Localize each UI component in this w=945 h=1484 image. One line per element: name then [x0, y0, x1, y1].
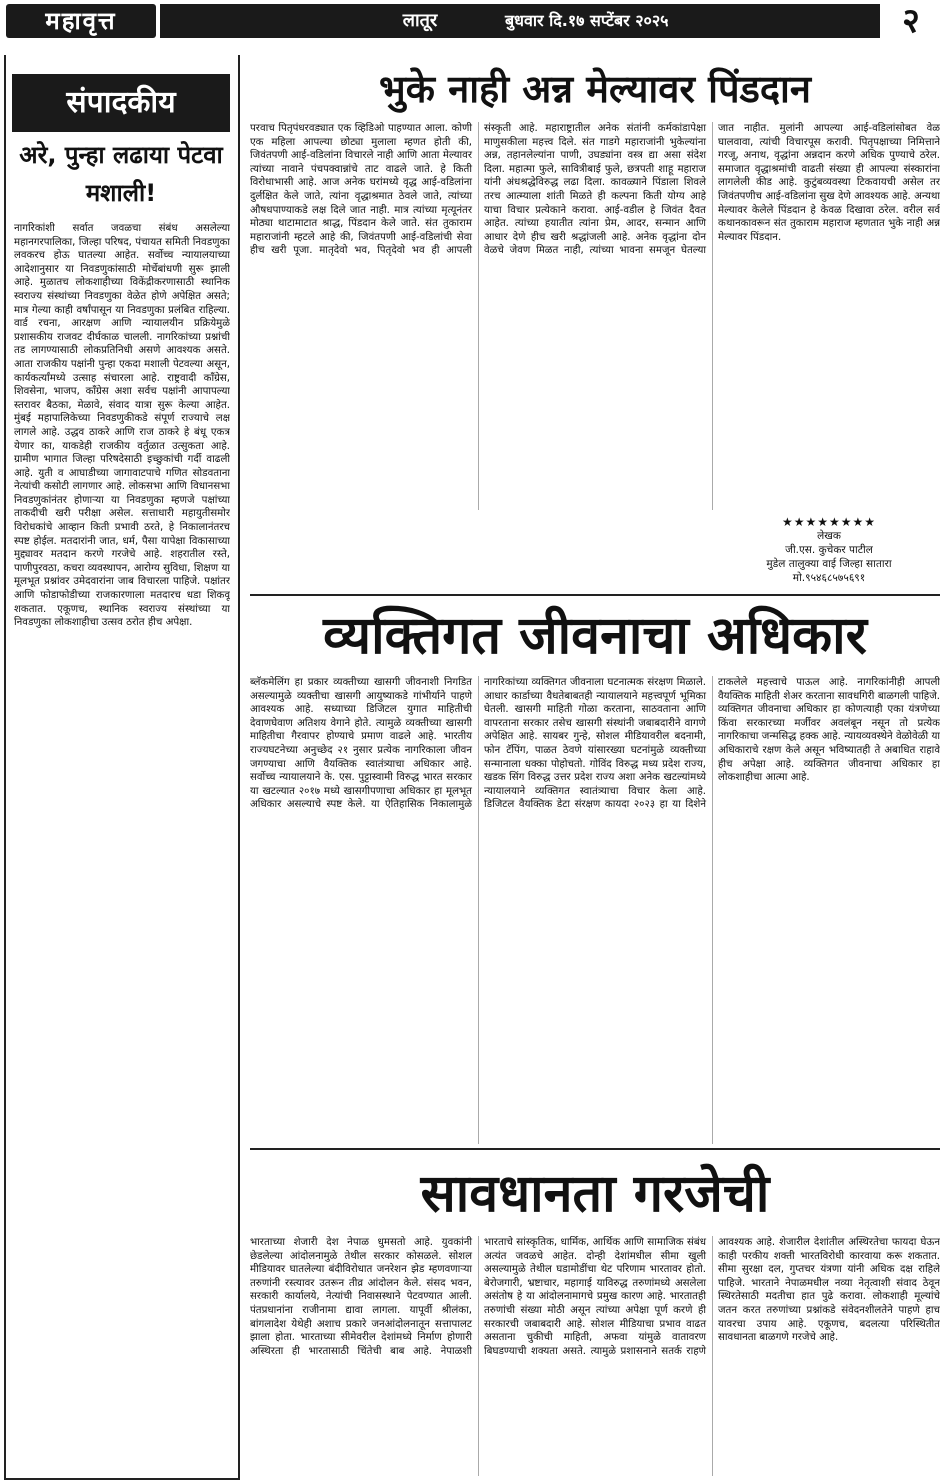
article1-byline — [720, 515, 938, 585]
article2-body: ब्लॅकमेलिंग हा प्रकार व्यक्तीच्या खासगी जीवनाशी निगडित असल्यामुळे व्यक्तीचा खासगी आयुष्याकडे गांभीर्याने पाहणे आवश्यक आहे. सध्याच्या डिजिटल युगात माहितीची देवाणघेवाण अतिशय वेगाने होते. त्यामुळे व्यक्तीच्या खासगी माहितीचा गैरवापर होण्याचे प्रमाण वाढले आहे. भारतीय राज्यघटनेच्या अनुच्छेद २१ नुसार प्रत्येक नागरिकाला जीवन जगण्याचा आणि वैयक्तिक स्वातंत्र्याचा अधिकार आहे. सर्वोच्च न्यायालयाने के. एस. पुट्टास्वामी विरुद्ध भारत सरकार या खटल्यात २०१७ मध्ये खासगीपणाचा अधिकार हा मूलभूत अधिकार असल्याचे स्पष्ट केले. या ऐतिहासिक निकालामुळे नागरिकांच्या व्यक्तिगत जीवनाला घटनात्मक संरक्षण मिळाले. आधार कार्डाच्या वैधतेबाबतही न्यायालयाने महत्त्वपूर्ण भूमिका घेतली. खासगी माहिती गोळा करताना, साठवताना आणि वापरताना सरकार तसेच खासगी संस्थांनी जबाबदारीने वागणे अपेक्षित आहे. सायबर गुन्हे, सोशल मीडियावरील बदनामी, फोन टॅपिंग, पाळत ठेवणे यांसारख्या घटनांमुळे व्यक्तीच्या सन्मानाला धक्का पोहोचतो. गोविंद विरुद्ध मध्य प्रदेश राज्य, खडक सिंग विरुद्ध उत्तर प्रदेश राज्य अशा अनेक खटल्यांमध्ये न्यायालयाने व्यक्तिगत स्वातंत्र्याचा विचार केला आहे. डिजिटल वैयक्तिक डेटा संरक्षण कायदा २०२३ हा या दिशेने टाकलेले महत्त्वाचे पाऊल आहे. नागरिकांनीही आपली वैयक्तिक माहिती शेअर करताना सावधगिरी बाळगली पाहिजे. व्यक्तिगत जीवनाचा अधिकार हा कोणत्याही एका यंत्रणेच्या किंवा सरकारच्या मर्जीवर अवलंबून नसून तो प्रत्येक नागरिकाचा जन्मसिद्ध हक्क आहे. न्यायव्यवस्थेने वेळोवेळी या अधिकाराचे रक्षण केले असून भविष्यातही ते अबाधित राहावे हीच अपेक्षा आहे. व्यक्तिगत जीवनाचा अधिकार हा लोकशाहीचा आत्मा आहे. — [250, 677, 940, 811]
divider — [250, 1148, 940, 1150]
issue-date: बुधवार दि.१७ सप्टेंबर २०२५ — [505, 11, 669, 30]
divider — [250, 594, 940, 596]
author-phone: मो.९५४६८५७५६९१ — [792, 572, 866, 584]
page-number: २ — [902, 1, 920, 41]
author-role: लेखक — [817, 530, 841, 542]
editorial-body: नागरिकांशी सर्वात जवळचा संबंध असलेल्या महानगरपालिका, जिल्हा परिषद, पंचायत समिती निवडणुका लवकरच होऊ घातल्या आहेत. सर्वोच्च न्यायालयाच्या आदेशानुसार या निवडणुकांसाठी मोर्चेबांधणी सुरू झाली आहे. मुळातच लोकशाहीच्या विकेंद्रीकरणासाठी स्थानिक स्वराज्य संस्थांच्या निवडणुका वेळेत होणे अपेक्षित असते; मात्र गेल्या काही वर्षांपासून या निवडणुका प्रलंबित राहिल्या. वार्ड रचना, आरक्षण आणि न्यायालयीन प्रक्रियेमुळे प्रशासकीय राजवट दीर्घकाळ चालली. नागरिकांच्या प्रश्नांची तड लागण्यासाठी लोकप्रतिनिधी असणे आवश्यक असते. आता राजकीय पक्षांनी पुन्हा एकदा मशाली पेटवल्या असून, कार्यकर्त्यांमध्ये उत्साह संचारला आहे. राष्ट्रवादी काँग्रेस, शिवसेना, भाजप, काँग्रेस अशा सर्वच पक्षांनी आपापल्या स्तरावर बैठका, मेळावे, संवाद यात्रा सुरू केल्या आहेत. मुंबई महापालिकेच्या निवडणुकीकडे संपूर्ण राज्याचे लक्ष लागले आहे. उद्धव ठाकरे आणि राज ठाकरे हे बंधू एकत्र येणार का, याकडेही राजकीय वर्तुळात उत्सुकता आहे. ग्रामीण भागात जिल्हा परिषदेसाठी इच्छुकांची गर्दी वाढली आहे. युती व आघाडीच्या जागावाटपाचे गणित सोडवताना नेत्यांची कसोटी लागणार आहे. लोकसभा आणि विधानसभा निवडणुकांनंतर होणाऱ्या या निवडणुका म्हणजे पक्षांच्या ताकदीची खरी परीक्षा असेल. सत्ताधारी महायुतीसमोर विरोधकांचे आव्हान किती प्रभावी ठरते, हे निकालानंतरच स्पष्ट होईल. मतदारांनी जात, धर्म, पैसा यापेक्षा विकासाच्या मुद्द्यावर मतदान करणे गरजेचे आहे. शहरातील रस्ते, पाणीपुरवठा, कचरा व्यवस्थापन, आरोग्य सुविधा, शिक्षण या मूलभूत प्रश्नांवर उमेदवारांना जाब विचारला पाहिजे. पक्षांतर आणि फोडाफोडीच्या राजकारणाला मतदारच धडा शिकवू शकतात. एकूणच, स्थानिक स्वराज्य संस्थांच्या या निवडणुका लोकशाहीचा उत्सव ठरोत हीच अपेक्षा. — [14, 223, 230, 629]
author-name: जी.एस. कुचेकर पाटील — [785, 544, 873, 556]
masthead-title: महावृत्त — [45, 6, 117, 35]
editorial-section-title: संपादकीय — [12, 74, 230, 132]
author-place: मुडेल तालुक्या वाई जिल्हा सातारा — [766, 558, 892, 570]
masthead — [6, 4, 156, 38]
editorial-headline: अरे, पुन्हा लढाया पेटवा मशाली! — [19, 141, 223, 207]
article3-headline: सावधानता गरजेची — [420, 1164, 770, 1224]
article1-headline: भुके नाही अन्न मेल्यावर पिंडदान — [379, 67, 811, 111]
article3-body: भारताच्या शेजारी देश नेपाळ धुमसतो आहे. युवकांनी छेडलेल्या आंदोलनामुळे तेथील सरकार कोसळले. सोशल मीडियावर घातलेल्या बंदीविरोधात जनरेशन झेड म्हणवणाऱ्या तरुणांनी रस्त्यावर उतरून तीव्र आंदोलन केले. संसद भवन, सरकारी कार्यालये, नेत्यांची निवासस्थाने पेटवण्यात आली. पंतप्रधानांना राजीनामा द्यावा लागला. यापूर्वी श्रीलंका, बांगलादेश येथेही अशाच प्रकारे जनआंदोलनातून सत्तापालट झाला होता. भारताच्या सीमेवरील देशांमध्ये निर्माण होणारी अस्थिरता ही भारतासाठी चिंतेची बाब आहे. नेपाळशी भारताचे सांस्कृतिक, धार्मिक, आर्थिक आणि सामाजिक संबंध अत्यंत जवळचे आहेत. दोन्ही देशांमधील सीमा खुली असल्यामुळे तेथील घडामोडींचा थेट परिणाम भारतावर होतो. बेरोजगारी, भ्रष्टाचार, महागाई याविरुद्ध तरुणांमध्ये असलेला असंतोष हे या आंदोलनामागचे प्रमुख कारण आहे. भारतातही तरुणांची संख्या मोठी असून त्यांच्या अपेक्षा पूर्ण करणे ही सरकारची जबाबदारी आहे. सोशल मीडियाचा प्रभाव वाढत असताना चुकीची माहिती, अफवा यांमुळे वातावरण बिघडण्याची शक्यता असते. त्यामुळे प्रशासनाने सतर्क राहणे आवश्यक आहे. शेजारील देशांतील अस्थिरतेचा फायदा घेऊन काही परकीय शक्ती भारतविरोधी कारवाया करू शकतात. सीमा सुरक्षा दल, गुप्तचर यंत्रणा यांनी अधिक दक्ष राहिले पाहिजे. भारताने नेपाळमधील नव्या नेतृत्वाशी संवाद ठेवून स्थिरतेसाठी मदतीचा हात पुढे करावा. लोकशाही मूल्यांचे जतन करत तरुणांच्या प्रश्नांकडे संवेदनशीलतेने पाहणे हाच यावरचा उपाय आहे. एकूणच, बदलत्या परिस्थितीत सावधानता बाळगणे गरजेचे आहे. — [250, 1237, 940, 1357]
city-label: लातूर — [402, 10, 438, 31]
article2-headline: व्यक्तिगत जीवनाचा अधिकार — [323, 606, 867, 666]
article1-body: परवाच पितृपंधरवड्यात एक व्हिडिओ पाहण्यात आला. कोणी एक महिला आपल्या छोट्या मुलाला म्हणत होती की, जिवंतपणी आई-वडिलांना विचारले नाही आणि आता मेल्यावर त्यांच्या नावाने पंचपक्वान्नांचे ताट वाढले जाते. हे किती विरोधाभासी आहे. आज अनेक घरांमध्ये वृद्ध आई-वडिलांना दुर्लक्षित केले जाते, त्यांना वृद्धाश्रमात ठेवले जाते, त्यांच्या औषधपाण्याकडे लक्ष दिले जात नाही. मात्र त्यांच्या मृत्यूनंतर मोठ्या थाटामाटात श्राद्ध, पिंडदान केले जाते. संत तुकाराम महाराजांनी म्हटले आहे की, जिवंतपणी आई-वडिलांची सेवा हीच खरी पूजा. मातृदेवो भव, पितृदेवो भव ही आपली संस्कृती आहे. महाराष्ट्रातील अनेक संतांनी कर्मकांडापेक्षा माणुसकीला महत्त्व दिले. संत गाडगे महाराजांनी भुकेल्यांना अन्न, तहानलेल्यांना पाणी, उघड्यांना वस्त्र द्या असा संदेश दिला. महात्मा फुले, सावित्रीबाई फुले, छत्रपती शाहू महाराज यांनी अंधश्रद्धेविरुद्ध लढा दिला. कावळ्याने पिंडाला शिवले तरच आत्म्याला शांती मिळते ही कल्पना किती योग्य आहे याचा विचार प्रत्येकाने करावा. आई-वडील हे जिवंत दैवत आहेत. त्यांच्या हयातीत त्यांना प्रेम, आदर, सन्मान आणि आधार देणे हीच खरी श्रद्धांजली आहे. अनेक वृद्धांना दोन वेळचे जेवण मिळत नाही, त्यांच्या भावना समजून घेतल्या जात नाहीत. मुलांनी आपल्या आई-वडिलांसोबत वेळ घालवावा, त्यांची विचारपूस करावी. पितृपक्षाच्या निमित्ताने गरजू, अनाथ, वृद्धांना अन्नदान करणे अधिक पुण्याचे ठरेल. समाजात वृद्धाश्रमांची वाढती संख्या ही आपल्या संस्कारांना लागलेली कीड आहे. कुटुंबव्यवस्था टिकवायची असेल तर जिवंतपणीच आई-वडिलांना सुख देणे आवश्यक आहे. अन्यथा मेल्यावर केलेले पिंडदान हे केवळ दिखावा ठरेल. वरील सर्व कथानकावरून संत तुकाराम महाराज म्हणतात भुके नाही अन्न मेल्यावर पिंडदान. — [250, 123, 940, 257]
byline-stars: ★★★★★★★★ — [781, 515, 877, 529]
